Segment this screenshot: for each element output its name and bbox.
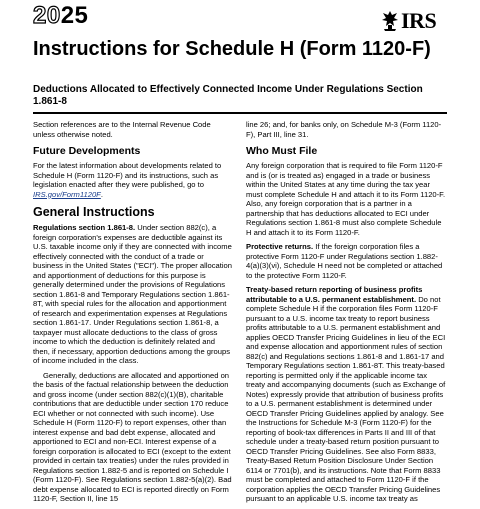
right-column (246, 120, 446, 509)
future-developments-text: For the latest information about developments related to Schedule H (Form 1120-F) and its instructions, such as legislation enacted after they were published, go to (33, 161, 222, 189)
allocation-paragraph: Generally, deductions are allocated and apportioned on the basis of the factual relationship between the deduction and gross income (under section 882(c)(1)(B), charitable contributions that are deductible under section 170 reduce ECI whether or not connected with such income). Use Schedule H (Form 1120-F) to report expenses, other than interest expense and bad debt expense, allocated and apportioned to ECI and non-ECI. Interest expense of a foreign corporation is allocated to ECI (except to the extent provided in certain tax treaties) under the rules provided in Regulations section 1.882-5 and is reported on Schedule I (Form 1120-F). See Regulations section 1.882-5(a)(2). Bad debt expense allocated to ECI is reported directly on Form 1120-F, Section II, line 15 (33, 370, 232, 503)
who-must-file-heading: Who Must File (246, 145, 318, 157)
left-column (33, 120, 233, 509)
header-divider (33, 112, 447, 114)
continued-paragraph: line 26; and, for banks only, on Schedule M-3 (Form 1120-F), Part III, line 31. (246, 120, 442, 139)
intro-paragraph: Section references are to the Internal Revenue Code unless otherwise noted. (33, 120, 211, 139)
year-outline-digits: 20 (33, 2, 61, 29)
general-instructions-heading: General Instructions (33, 205, 155, 219)
form-year (33, 3, 88, 29)
treaty-based-text: Do not complete Schedule H if the corporation files Form 1120-F pursuant to a U.S. income tax treaty to report business profits attributable to a U.S. permanent establishment and applies OECD Transfer Pricing Guidelines in lieu of the ECI and expense allocation and apportionment rules of section 882(c) and Regulations sections 1.861-8 and 1.861-17 and Temporary Regulations section 1.861-8T. This treaty-based reporting is permitted only if the applicable income tax treaty and accompanying documents (such as Exchange of Notes) expressly provide that attribution of business profits to a U.S. permanent establishment is determined under OECD Transfer Pricing Guidelines applied by analogy. See the Instructions for Schedule M-3 (Form 1120-F) for the reporting of book-tax differences in Parts II and III of that schedule under a treaty-based return position pursuant to OECD Transfer Pricing Guidelines. See also Form 8833, Treaty-Based Return Position Disclosure Under Section 6114 or 7701(b), and its instructions. Note that Form 8833 must be completed and attached to Form 1120-F if the corporation applies the OECD Transfer Pricing Guidelines pursuant to an applicable U.S. income tax treaty as (246, 294, 446, 503)
treaty-based-runin-heading: Treaty-based return reporting of business profits attributable to a U.S. permanent establishment. (246, 285, 423, 304)
future-developments-end: . (100, 189, 103, 199)
irs-logo-text: IRS (401, 8, 437, 33)
treaty-based-paragraph (246, 285, 446, 504)
protective-returns-runin-heading: Protective returns. (246, 242, 314, 251)
regulations-paragraph (33, 223, 233, 366)
future-developments-heading: Future Developments (33, 145, 141, 157)
document-subtitle: Deductions Allocated to Effectively Connected Income Under Regulations Section 1.861-8 (33, 84, 423, 107)
regulations-runin-heading: Regulations section 1.861-8. (33, 223, 136, 232)
irs-logo (381, 8, 439, 34)
irs-eagle-icon (381, 10, 399, 32)
form-1120f-link[interactable]: IRS.gov/Form1120F (33, 189, 101, 199)
protective-returns-text: If the foreign corporation files a protective Form 1120-F under Regulations section 1.882-4(a)(3)(vi), Schedule H need not be completed or attached to the protective Form 1120-F. (246, 242, 443, 280)
document-title: Instructions for Schedule H (Form 1120-F) (33, 38, 431, 60)
future-developments-paragraph (33, 161, 233, 199)
who-must-file-paragraph: Any foreign corporation that is required to file Form 1120-F and is (or is treated as) engaged in a trade or business within the United States at any time during the tax year must complete Schedule H and attach it to its Form 1120-F. Also, any foreign corporation that is a partner in a partnership that has deductions allocated to ECI under Regulations section 1.861-8 must also complete Schedule H and attach it to its Form 1120-F. (246, 161, 446, 237)
year-solid-digits: 25 (60, 2, 89, 29)
regulations-text: Under section 882(c), a foreign corporation's expenses are deductible against its U.S. taxable income only if they are connected with income effectively connected with the conduct of a trade or business in the United States ("ECI"). The proper allocation and apportionment of deductions for this purpose is generally determined under the provisions of Regulations section 1.861-8 and Temporary Regulations section 1.861-8T, with special rules for the allocation and apportionment of research and experimentation expenses at Regulations section 1.861-17. Under Regulations section 1.861-8, a taxpayer must allocate deductions to the class of gross income to which the deduction is definitely related and then, if necessary, apportion deductions among the groups of income included in the class. (33, 223, 232, 365)
protective-returns-paragraph (246, 242, 446, 280)
